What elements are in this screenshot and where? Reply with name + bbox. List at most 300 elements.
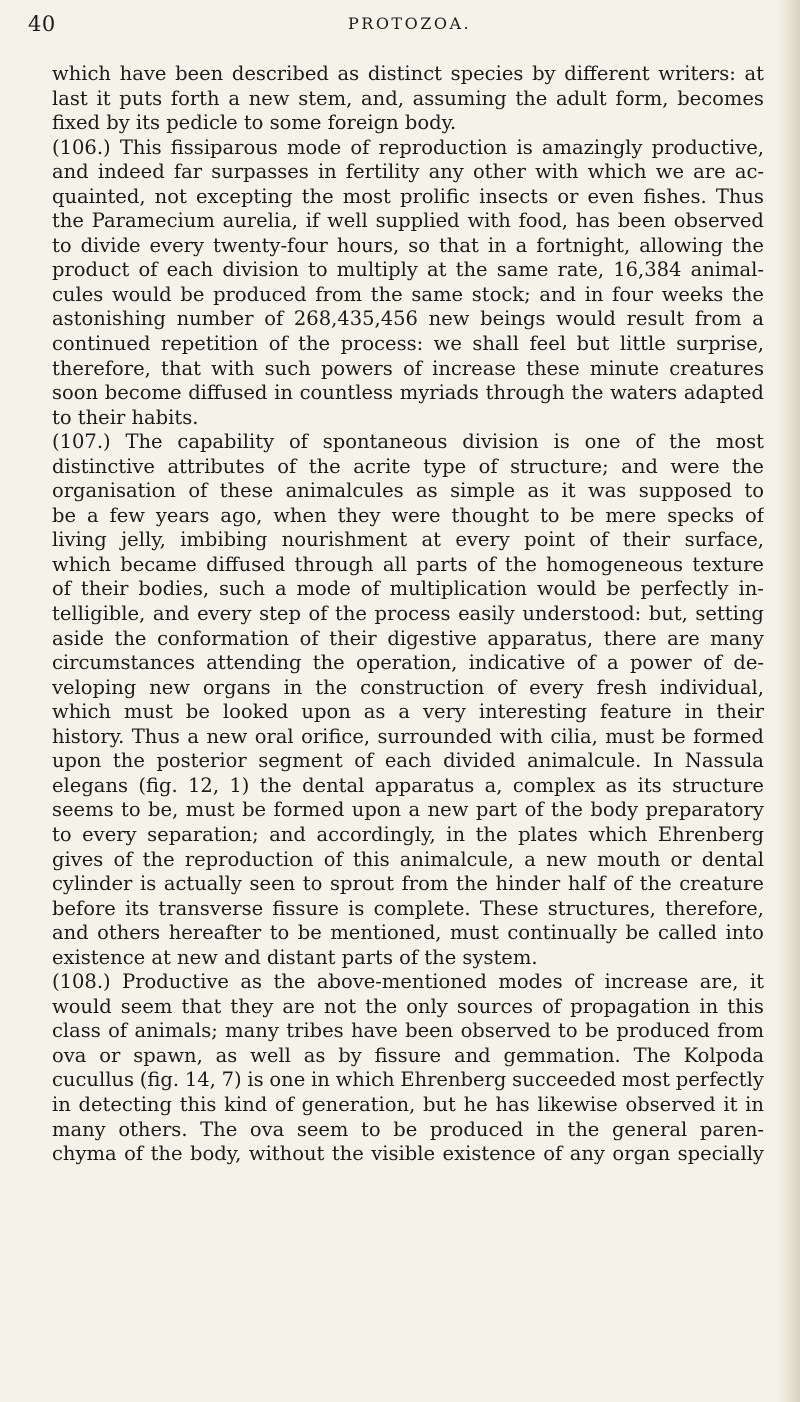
word: dental — [302, 773, 365, 797]
word: The — [125, 430, 163, 454]
word: we — [433, 332, 462, 356]
word: preparatory — [645, 798, 764, 822]
word: the — [150, 1142, 183, 1166]
word: organisation — [52, 479, 176, 503]
word: seem — [120, 994, 173, 1018]
word: (107.) — [52, 430, 111, 454]
word: must — [605, 724, 655, 748]
word: fissiparous — [170, 135, 278, 159]
word: structure; — [510, 454, 609, 478]
word: hinder — [495, 872, 561, 896]
word: specially — [677, 1142, 764, 1166]
word: and — [52, 160, 89, 184]
word: complex — [512, 773, 596, 797]
word: capability — [177, 430, 275, 454]
word: that — [438, 233, 479, 257]
word: of — [113, 847, 133, 871]
word: other — [472, 160, 526, 184]
word: of — [350, 135, 370, 159]
word: animals; — [134, 1019, 218, 1043]
word: looked — [222, 700, 289, 724]
word: a — [752, 307, 764, 331]
word: well — [250, 1043, 291, 1067]
word: fortnight, — [536, 233, 631, 257]
word: therefore, — [665, 896, 764, 920]
word: of — [138, 258, 158, 282]
word: be — [297, 921, 322, 945]
word: in — [684, 700, 704, 724]
word: of — [288, 430, 308, 454]
word: every — [197, 602, 252, 626]
word: one — [269, 1068, 306, 1092]
text-line — [52, 946, 764, 971]
word: of — [264, 307, 284, 331]
word: a — [398, 700, 410, 724]
word: the — [515, 86, 548, 110]
word: by — [338, 1043, 362, 1067]
word: of — [613, 872, 633, 896]
word: specks — [667, 503, 735, 527]
word: diffused — [188, 381, 268, 405]
word: of — [542, 994, 562, 1018]
word: little — [619, 332, 666, 356]
word: are — [693, 160, 726, 184]
word: Paramecium — [91, 209, 215, 233]
word: the — [259, 773, 292, 797]
word: cules — [52, 282, 104, 306]
word: with — [535, 160, 579, 184]
text-line-content: fixed by its pedicle to some foreign body. — [52, 111, 457, 135]
word: general — [611, 1117, 688, 1141]
text-line — [52, 897, 764, 922]
word: every — [149, 233, 204, 257]
word: new — [546, 847, 587, 871]
word: the — [312, 651, 345, 675]
word: mode — [286, 135, 342, 159]
word: the — [370, 282, 403, 306]
word: even — [587, 184, 635, 208]
word: in — [52, 1092, 71, 1116]
text-line — [52, 430, 764, 455]
word: there — [603, 626, 657, 650]
word: its — [125, 896, 150, 920]
word: observed — [625, 1092, 716, 1116]
word: the — [365, 994, 398, 1018]
word: bodies, — [138, 577, 210, 601]
word: de- — [733, 651, 764, 675]
text-line — [52, 1068, 764, 1093]
word: 12, — [188, 773, 220, 797]
text-line — [52, 774, 764, 799]
word: from — [315, 282, 363, 306]
word: ac- — [734, 160, 764, 184]
word: creatures — [669, 356, 764, 380]
word: complete. — [373, 896, 471, 920]
word: which — [587, 160, 647, 184]
word: be — [661, 724, 686, 748]
word: be — [52, 503, 77, 527]
text-line — [52, 111, 764, 136]
word: These — [479, 896, 539, 920]
word: jelly, — [121, 528, 166, 552]
word: tribes — [286, 1019, 344, 1043]
page-edge-shadow — [778, 0, 800, 1402]
word: class — [52, 1019, 101, 1043]
word: increase — [432, 356, 516, 380]
word: at — [421, 528, 442, 552]
word: be — [185, 700, 210, 724]
word: been — [617, 209, 666, 233]
word: last — [52, 86, 88, 110]
word: as — [303, 1043, 326, 1067]
text-line — [52, 553, 764, 578]
word: described — [231, 62, 329, 85]
word: imbibing — [180, 528, 268, 552]
word: far — [173, 160, 203, 184]
word: four — [612, 282, 654, 306]
word: diffused — [206, 552, 286, 576]
word: prolific — [400, 184, 470, 208]
word: every — [529, 675, 584, 699]
word: actually — [163, 872, 242, 896]
word: and — [152, 602, 190, 626]
word: and — [52, 921, 89, 945]
word: a, — [484, 773, 503, 797]
word: in — [317, 160, 337, 184]
word: very — [422, 700, 466, 724]
word: produced — [616, 1019, 710, 1043]
word: gives — [52, 847, 104, 871]
word: transverse — [158, 896, 264, 920]
word: continually — [507, 921, 617, 945]
word: number — [176, 307, 254, 331]
word: in — [311, 1068, 330, 1092]
word: the — [639, 872, 672, 896]
word: distinctive — [52, 454, 155, 478]
text-line — [52, 602, 764, 627]
word: and — [621, 454, 658, 478]
word: the — [732, 233, 764, 257]
word: oral — [254, 724, 294, 748]
word: must — [185, 798, 235, 822]
word: their — [80, 577, 129, 601]
text-line — [52, 577, 764, 602]
word: Nassula — [684, 749, 764, 773]
word: 14, — [184, 1068, 216, 1092]
word: form, — [615, 86, 669, 110]
word: a — [515, 233, 528, 257]
word: a — [228, 86, 240, 110]
word: organs — [202, 675, 271, 699]
word: of — [524, 798, 544, 822]
word: nourishment — [281, 528, 408, 552]
word: or — [557, 184, 579, 208]
word: in — [283, 675, 303, 699]
word: visible — [371, 1142, 436, 1166]
text-line — [52, 627, 764, 652]
word: many — [52, 1117, 106, 1141]
word: this — [179, 1092, 217, 1116]
word: easily — [458, 602, 515, 626]
word: such — [264, 356, 311, 380]
word: not — [324, 994, 357, 1018]
text-line — [52, 258, 764, 283]
word: produced — [213, 282, 307, 306]
text-line — [52, 651, 764, 676]
word: forth — [170, 86, 220, 110]
word: puts — [119, 86, 163, 110]
word: the — [308, 454, 341, 478]
word: continued — [52, 332, 151, 356]
word: of — [478, 454, 498, 478]
word: (106.) — [52, 135, 111, 159]
word: these — [526, 356, 580, 380]
word: that — [181, 994, 222, 1018]
word: indeed — [97, 160, 165, 184]
word: assuming — [412, 86, 507, 110]
word: becomes — [677, 86, 764, 110]
word: supplied — [375, 209, 460, 233]
word: fissure — [272, 896, 339, 920]
word: structures, — [547, 896, 656, 920]
word: of — [268, 332, 288, 356]
word: the — [669, 430, 702, 454]
body-text — [52, 62, 764, 1167]
word: aside — [52, 626, 104, 650]
word: with — [211, 356, 255, 380]
word: as — [337, 62, 360, 85]
word: apparatus, — [487, 626, 594, 650]
word: the — [455, 258, 488, 282]
word: point — [524, 528, 576, 552]
word: Thus — [715, 184, 764, 208]
word: step — [259, 602, 301, 626]
word: conformation — [157, 626, 290, 650]
word: they — [230, 994, 274, 1018]
word: which — [588, 822, 648, 846]
word: history. — [52, 724, 125, 748]
word: increase — [604, 970, 689, 994]
word: feel — [529, 332, 567, 356]
word: dental — [701, 847, 764, 871]
word: of — [108, 1019, 128, 1043]
word: of — [124, 1142, 144, 1166]
word: repetition — [160, 332, 259, 356]
word: is — [247, 1068, 264, 1092]
word: this — [352, 847, 390, 871]
word: the — [732, 282, 764, 306]
word: if — [305, 209, 320, 233]
word: to — [308, 258, 328, 282]
word: as — [527, 479, 550, 503]
word: construction — [360, 675, 485, 699]
word: it — [561, 479, 576, 503]
word: seen — [249, 872, 296, 896]
word: the — [335, 602, 367, 626]
text-line — [52, 1142, 764, 1167]
word: the — [142, 847, 175, 871]
word: as — [605, 773, 628, 797]
word: when — [273, 503, 327, 527]
word: any — [569, 1142, 605, 1166]
word: Ehrenberg — [400, 1068, 507, 1092]
word: have — [351, 1019, 398, 1043]
word: animalcule, — [399, 847, 515, 871]
word: multiply — [336, 258, 418, 282]
word: seems — [52, 798, 114, 822]
word: accordingly, — [316, 822, 436, 846]
word: type — [423, 454, 467, 478]
word: with — [499, 724, 543, 748]
word: of — [497, 675, 517, 699]
word: be — [584, 1019, 609, 1043]
word: to — [52, 233, 72, 257]
word: mentioned, — [330, 921, 442, 945]
word: structure — [672, 773, 764, 797]
word: of — [543, 1142, 563, 1166]
word: would — [556, 307, 616, 331]
word: ova — [249, 1117, 285, 1141]
word: feature — [600, 700, 672, 724]
text-line — [52, 1019, 764, 1044]
word: aurelia, — [222, 209, 298, 233]
word: be — [242, 798, 267, 822]
word: hours, — [336, 233, 400, 257]
word: the — [112, 749, 145, 773]
text-line — [52, 357, 764, 382]
word: seem — [296, 1117, 349, 1141]
text-line — [52, 1118, 764, 1143]
text-line — [52, 62, 764, 87]
text-line — [52, 700, 764, 725]
word: few — [109, 503, 145, 527]
word: minute — [589, 356, 660, 380]
word: propagation — [570, 994, 691, 1018]
text-line — [52, 504, 764, 529]
text-line — [52, 970, 764, 995]
word: of — [274, 1092, 294, 1116]
word: its — [637, 773, 662, 797]
word: excepting — [195, 184, 293, 208]
word: of — [308, 602, 328, 626]
word: fishes. — [643, 184, 707, 208]
word: are — [667, 626, 700, 650]
word: (fig. — [138, 773, 178, 797]
word: The — [633, 1043, 671, 1067]
word: new — [149, 675, 190, 699]
text-line-content: existence at new and distant parts of the system. — [52, 945, 538, 969]
word: of — [52, 577, 71, 601]
word: a — [408, 798, 421, 822]
word: animal- — [690, 258, 764, 282]
word: productive, — [651, 135, 764, 159]
word: division — [222, 258, 299, 282]
word: homogeneous — [546, 552, 684, 576]
word: same — [496, 258, 549, 282]
word: any — [428, 160, 464, 184]
word: but — [423, 1092, 456, 1116]
text-line — [52, 676, 764, 701]
word: which — [52, 700, 111, 724]
text-line — [52, 798, 764, 823]
word: of — [744, 503, 764, 527]
word: 1) — [229, 773, 250, 797]
word: and — [269, 822, 306, 846]
text-line — [52, 234, 764, 259]
word: be — [606, 577, 631, 601]
word: detecting — [78, 1092, 172, 1116]
word: different — [564, 62, 650, 85]
text-line — [52, 1093, 764, 1118]
word: paren- — [699, 1117, 764, 1141]
word: the — [571, 381, 604, 405]
word: veloping — [52, 675, 137, 699]
word: beings — [480, 307, 546, 331]
word: insects — [479, 184, 549, 208]
page-number: 40 — [28, 12, 56, 36]
word: stem, — [298, 86, 353, 110]
text-line — [52, 307, 764, 332]
text-line — [52, 283, 764, 308]
word: a — [187, 724, 200, 748]
word: body — [590, 798, 639, 822]
word: only — [406, 994, 448, 1018]
word: existence — [442, 1142, 536, 1166]
word: others. — [118, 1117, 188, 1141]
word: the — [504, 552, 537, 576]
word: formed — [273, 798, 345, 822]
word: divided — [443, 749, 516, 773]
word: surface, — [684, 528, 764, 552]
word: of — [589, 528, 609, 552]
word: segment — [258, 749, 343, 773]
word: succeeded — [512, 1068, 617, 1092]
word: at — [427, 258, 447, 282]
word: must — [450, 921, 499, 945]
word: process: — [340, 332, 424, 356]
word: is — [516, 135, 533, 159]
word: the — [455, 872, 488, 896]
word: supposed — [638, 479, 732, 503]
running-head — [28, 12, 748, 42]
word: or — [670, 847, 692, 871]
word: cilia, — [550, 724, 598, 748]
word: observed — [460, 1019, 551, 1043]
word: of — [323, 847, 343, 871]
text-line-content: to their habits. — [52, 405, 199, 429]
word: are, — [699, 970, 739, 994]
word: In — [652, 749, 674, 773]
word: fresh — [596, 675, 648, 699]
word: from — [694, 307, 742, 331]
word: fertility — [345, 160, 420, 184]
word: upon — [52, 749, 102, 773]
word: result — [626, 307, 685, 331]
word: circumstances — [52, 651, 195, 675]
word: be — [180, 282, 205, 306]
word: This — [119, 135, 162, 159]
word: (fig. — [139, 1068, 180, 1092]
word: attributes — [167, 454, 265, 478]
word: to — [361, 1117, 381, 1141]
word: every — [455, 528, 510, 552]
text-line — [52, 87, 764, 112]
word: has — [575, 209, 610, 233]
word: mere — [605, 503, 657, 527]
word: powers — [320, 356, 393, 380]
word: new — [248, 86, 290, 110]
word: elegans — [52, 773, 128, 797]
